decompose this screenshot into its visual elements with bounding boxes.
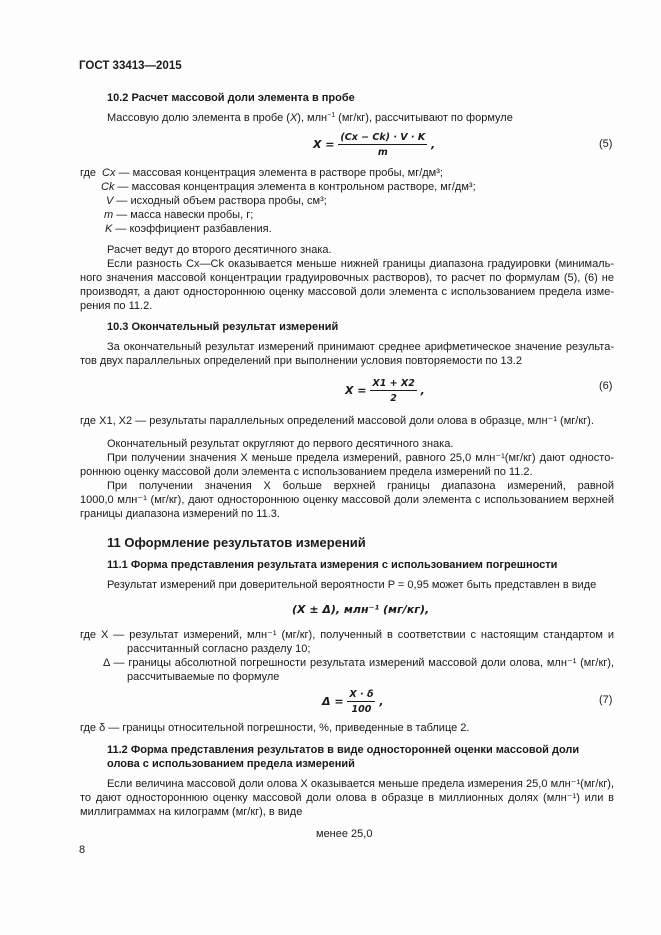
formula-5-number: (5) xyxy=(599,138,613,150)
paragraph: Окончательный результат округляют до первого десятичного знака. xyxy=(107,438,454,450)
paragraph: Расчет ведут до второго десятичного знака. xyxy=(107,244,332,256)
where-line: Δ — границы абсолютной погрешности результата измерений массовой доли олова, млн⁻¹ (мг/кг), xyxy=(103,657,614,669)
paragraph-line: миллиграммах на килограмм (мг/кг), в виде xyxy=(80,806,303,818)
where-line: где δ — границы относительной погрешности, %, приведенные в таблице 2. xyxy=(80,722,470,734)
paragraph-line: то дают одностороннюю оценку массовой доли олова в образце в миллионных долях (млн⁻¹) или в xyxy=(80,792,614,804)
result-form-formula: (X ± Δ), млн⁻¹ (мг/кг), xyxy=(292,603,430,616)
paragraph-line: ного значения массовой концентрации градуировочных растворов), то расчет по формулам (5), (6) не xyxy=(80,272,614,284)
where-item: Cx — массовая концентрация элемента в растворе пробы, мг/дм³; xyxy=(102,167,443,179)
paragraph-line: производят, а дают одностороннюю оценку массовой доли элемента с использованием предела изме- xyxy=(80,286,614,298)
paragraph-line: При получении значения X меньше предела измерений, равного 25,0 млн⁻¹(мг/кг) дают односто- xyxy=(107,452,614,464)
paragraph-line: тов двух параллельных определений при выполнении условия повторяемости по 13.2 xyxy=(80,355,522,367)
section-11-2-title: 11.2 Форма представления результатов в виде односторонней оценки массовой доли xyxy=(107,744,580,756)
section-11-title: 11 Оформление результатов измерений xyxy=(107,535,366,550)
formula-6-number: (6) xyxy=(599,380,613,392)
section-11-2-title-cont: олова с использованием предела измерений xyxy=(107,758,355,770)
where-line: где X1, X2 — результаты параллельных определений массовой доли олова в образце, млн⁻¹ (мг/кг). xyxy=(80,415,594,427)
where-line: рассчитанный согласно разделу 10; xyxy=(127,643,311,655)
s102-intro: Массовую долю элемента в пробе (X), млн$^{-1}$ (мг/кг), рассчитывают по формуле xyxy=(107,112,513,124)
where-item: Ck — массовая концентрация элемента в контрольном растворе, мг/дм³; xyxy=(101,181,476,193)
where-prefix: где xyxy=(80,167,97,179)
centered-value: менее 25,0 xyxy=(316,828,373,840)
where-item: m — масса навески пробы, г; xyxy=(104,209,254,221)
where-item: V — исходный объем раствора пробы, см³; xyxy=(106,195,327,207)
formula-7: Δ = $\frac{X \cdot \delta}{100}$ , xyxy=(322,689,384,715)
formula-5: X = $\frac{(Cx - Ck) \cdot V \cdot K}{m}$ , xyxy=(313,132,436,158)
paragraph-line: При получении значения X больше верхней границы диапазона измерений, равной xyxy=(107,480,614,492)
formula-6: X = $\frac{X1 + X2}{2}$ , xyxy=(345,378,425,404)
paragraph-line: 1000,0 млн⁻¹ (мг/кг), дают одностороннюю оценку массовой доли элемента с использованием верхней xyxy=(80,494,614,506)
paragraph-line: Если величина массовой доли олова X оказывается меньше предела измерения 25,0 млн⁻¹(мг/кг), xyxy=(107,778,614,790)
paragraph: Результат измерений при доверительной вероятности P = 0,95 может быть представлен в виде xyxy=(107,579,597,591)
paragraph-line: границы диапазона измерений по 11.3. xyxy=(80,508,280,520)
paragraph-line: рения по 11.2. xyxy=(80,300,153,312)
section-10-2-title: 10.2 Расчет массовой доли элемента в пробе xyxy=(107,92,355,104)
formula-7-number: (7) xyxy=(599,694,613,706)
where-item: K — коэффициент разбавления. xyxy=(105,223,272,235)
page-number: 8 xyxy=(79,844,86,856)
where-line: где X — результат измерений, млн⁻¹ (мг/кг), полученный в соответствии с настоящим стандартом и xyxy=(80,629,614,641)
section-11-1-title: 11.1 Форма представления результата измерения с использованием погрешности xyxy=(107,559,558,571)
section-10-3-title: 10.3 Окончательный результат измерений xyxy=(107,321,339,333)
doc-header: ГОСТ 33413—2015 xyxy=(79,60,182,72)
paragraph-line: роннюю оценку массовой доли элемента с использованием предела измерений по 11.2. xyxy=(80,466,533,478)
paragraph-line: За окончательный результат измерений принимают среднее арифметическое значение результа- xyxy=(107,341,614,353)
paragraph-line: Если разность Cx—Ck оказывается меньше нижней границы диапазона градуировки (минималь- xyxy=(107,258,614,270)
where-line: рассчитываемые по формуле xyxy=(127,671,280,683)
